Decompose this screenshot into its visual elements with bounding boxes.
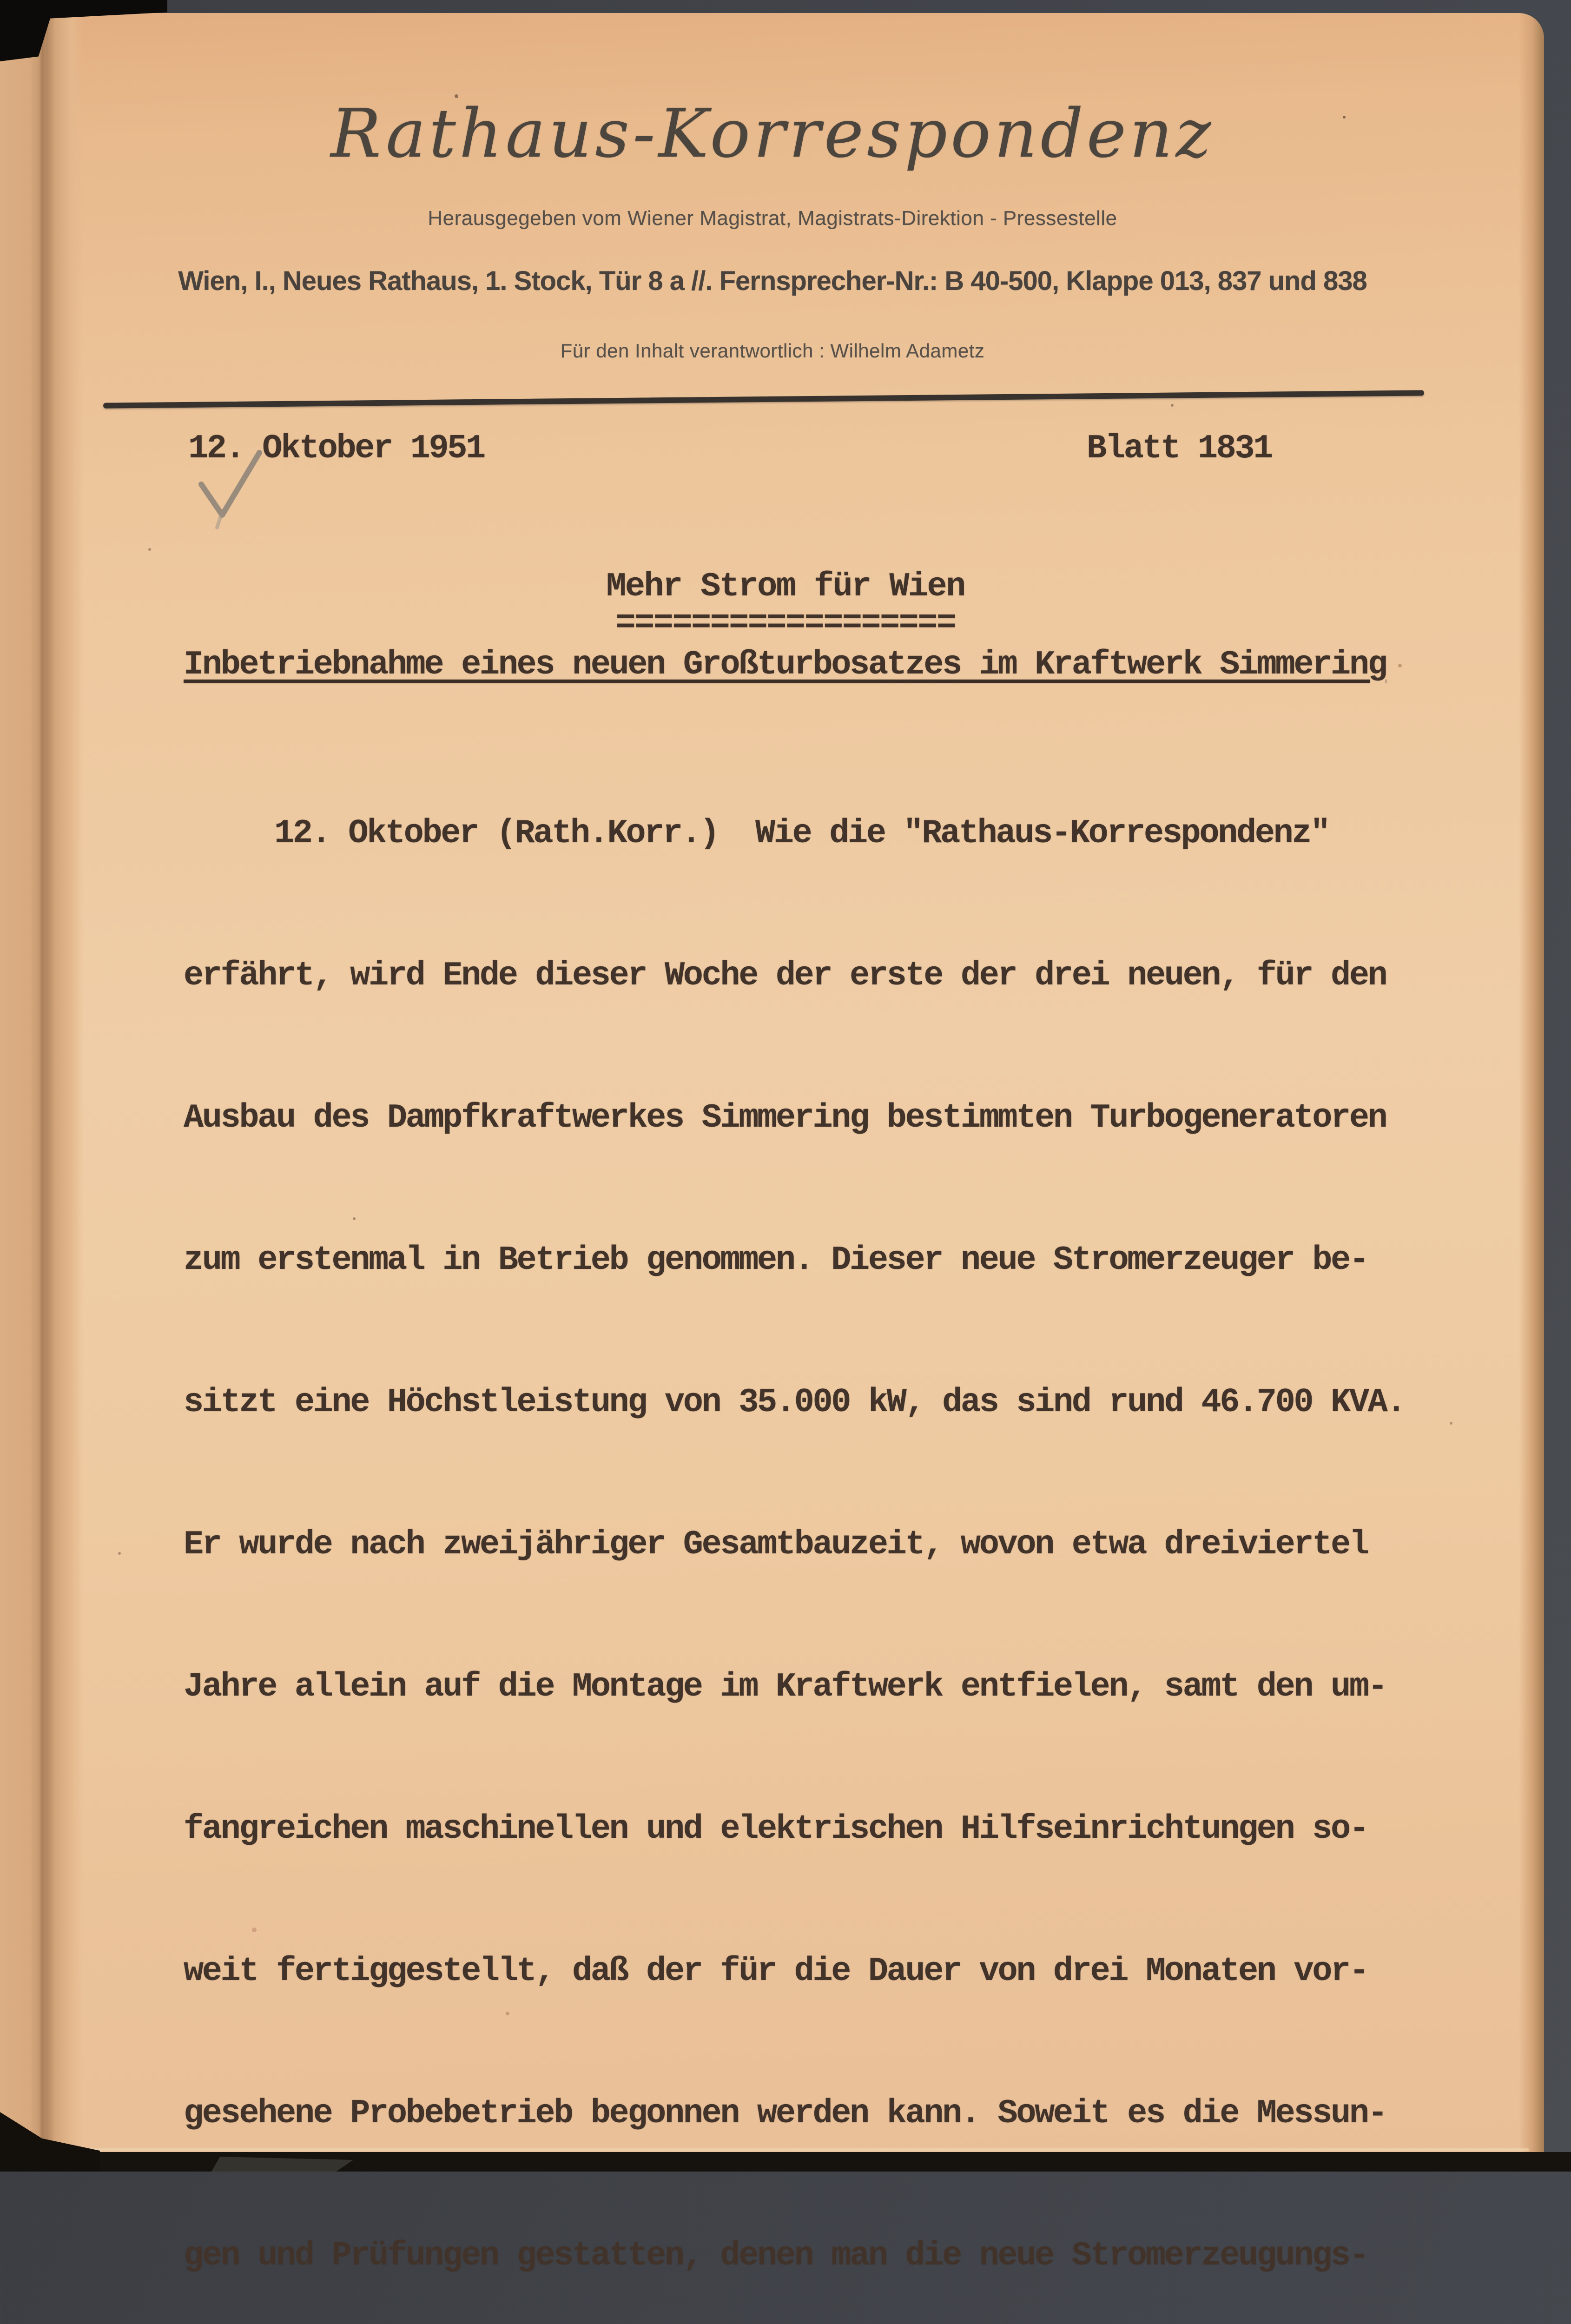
date-text: 12. Oktober 1951	[188, 429, 484, 468]
body-line: gen und Prüfungen gestatten, denen man die neue Stromerzeugungs-	[184, 2237, 1368, 2275]
article-title-underline: ==================	[615, 604, 956, 642]
masthead-title: Rathaus-Korrespondenz	[330, 94, 1215, 172]
article-title: Mehr Strom für Wien	[606, 568, 965, 606]
publisher-line: Herausgegeben vom Wiener Magistrat, Magistrats-Direktion - Pressestelle	[428, 207, 1117, 230]
body-line: zum erstenmal in Betrieb genommen. Dieser neue Stromerzeuger be-	[184, 1241, 1368, 1279]
body-line: sitzt eine Höchstleistung von 35.000 kW, das sind rund 46.700 KVA.	[184, 1383, 1405, 1421]
body-line: Er wurde nach zweijähriger Gesamtbauzeit, wovon etwa dreiviertel	[184, 1525, 1368, 1564]
body-line: 12. Oktober (Rath.Korr.) Wie die "Rathaus-Korrespondenz"	[274, 814, 1329, 852]
body-line: erfährt, wird Ende dieser Woche der erste der drei neuen, für den	[184, 957, 1386, 995]
body-line: Jahre allein auf die Montage im Kraftwerk entfielen, samt den um-	[184, 1668, 1386, 1706]
body-line: gesehene Probebetrieb begonnen werden kann. Soweit es die Messun-	[184, 2094, 1386, 2133]
sheet-number: Blatt 1831	[1087, 429, 1272, 468]
article-subtitle-text: Inbetriebnahme eines neuen Großturbosatzes im Kraftwerk Simmering	[184, 646, 1386, 684]
page-bottom-edge-highlight	[74, 2148, 1529, 2151]
gutter-crease-line	[41, 13, 44, 2152]
article-subtitle	[184, 641, 1386, 688]
body-line: fangreichen maschinellen und elektrischen Hilfseinrichtungen so-	[184, 1810, 1368, 1848]
body-line: weit fertiggestellt, daß der für die Dauer von drei Monaten vor-	[184, 1952, 1368, 1990]
address-line: Wien, I., Neues Rathaus, 1. Stock, Tür 8 a //. Fernsprecher-Nr.: B 40-500, Klappe 013, 837 und 838	[178, 266, 1367, 296]
page-right-edge-shadow	[1519, 13, 1544, 2152]
pencil-checkmark-icon	[193, 442, 272, 539]
responsible-line: Für den Inhalt verantwortlich : Wilhelm Adametz	[560, 340, 985, 362]
article-body	[184, 715, 1420, 2324]
body-line: Ausbau des Dampfkraftwerkes Simmering bestimmten Turbogeneratoren	[184, 1099, 1386, 1137]
